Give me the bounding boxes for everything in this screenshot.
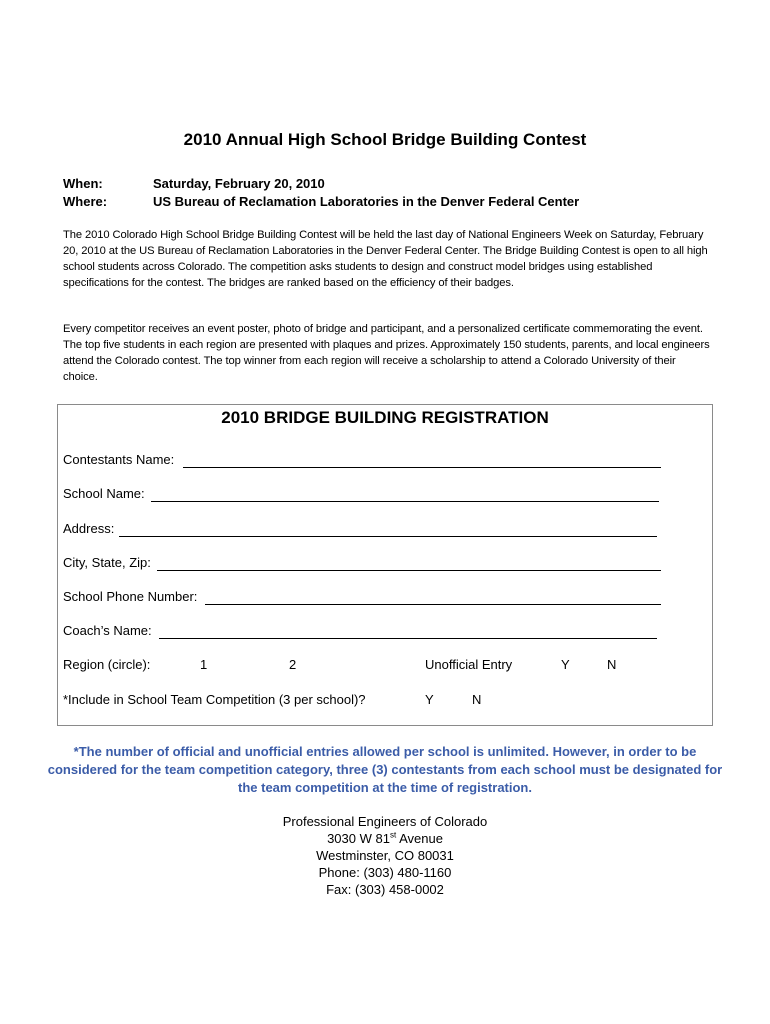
school-name-line[interactable] xyxy=(151,501,659,502)
organization-name: Professional Engineers of Colorado xyxy=(282,814,488,829)
region-option-1[interactable]: 1 xyxy=(200,657,208,672)
team-competition-label: *Include in School Team Competition (3 per school)? xyxy=(63,692,366,707)
school-name-label: School Name: xyxy=(63,486,145,501)
contestant-name-line[interactable] xyxy=(183,467,661,468)
region-row xyxy=(63,657,770,675)
coach-name-line[interactable] xyxy=(159,638,657,639)
when-label: When: xyxy=(63,176,103,191)
region-label: Region (circle): xyxy=(63,657,151,672)
address-label: Address: xyxy=(63,521,115,536)
school-name-field[interactable] xyxy=(63,486,770,504)
contest-description-paragraph: The 2010 Colorado High School Bridge Building Contest will be held the last day of National Engineers Week on Saturday, February 20, 2010 at the US Bureau of Reclamation Laboratories in the Denver Federal Center. The Bridge Building Contest is open to all high school students across Colorado. The competition asks students to design and construct model bridges using established specifications for the contest. The bridges are ranked based on the efficiency of their badges. xyxy=(63,229,708,289)
address-field[interactable] xyxy=(63,521,770,539)
contact-address-block xyxy=(0,813,770,898)
street-ordinal-suffix: st xyxy=(389,830,397,840)
city-state-zip-field[interactable] xyxy=(63,555,770,573)
coach-name-label: Coach’s Name: xyxy=(63,623,152,638)
region-option-2[interactable]: 2 xyxy=(289,657,297,672)
school-phone-line[interactable] xyxy=(205,604,661,605)
team-competition-row xyxy=(63,692,770,710)
prizes-paragraph: Every competitor receives an event poster, photo of bridge and participant, and a personalized certificate commemorating the event. The top five students in each region are presented with plaques and prizes. Approximately 150 students, parents, and local engineers attend the Colorado contest. The top winner from each region will receive a scholarship to attend a Colorado University of their choice. xyxy=(63,323,710,383)
contestant-name-label: Contestants Name: xyxy=(63,452,175,467)
unofficial-entry-yes[interactable]: Y xyxy=(561,657,570,672)
city-state-zip: Westminster, CO 80031 xyxy=(316,848,454,863)
team-competition-no[interactable]: N xyxy=(472,692,482,707)
where-label: Where: xyxy=(63,194,108,209)
unofficial-entry-label: Unofficial Entry xyxy=(425,657,513,672)
fax-number: Fax: (303) 458-0002 xyxy=(326,882,444,897)
school-phone-field[interactable] xyxy=(63,589,770,607)
coach-name-field[interactable] xyxy=(63,623,770,641)
unofficial-entry-no[interactable]: N xyxy=(607,657,617,672)
phone-number: Phone: (303) 480-1160 xyxy=(318,865,452,880)
where-value: US Bureau of Reclamation Laboratories in the Denver Federal Center xyxy=(153,194,580,209)
city-state-zip-label: City, State, Zip: xyxy=(63,555,151,570)
contestant-name-field[interactable] xyxy=(63,452,770,470)
street-number: 3030 W 81 xyxy=(327,831,390,846)
page-title: 2010 Annual High School Bridge Building Contest xyxy=(183,130,587,149)
school-phone-label: School Phone Number: xyxy=(63,589,198,604)
registration-title: 2010 BRIDGE BUILDING REGISTRATION xyxy=(221,408,549,427)
when-value: Saturday, February 20, 2010 xyxy=(153,176,325,191)
street-name: Avenue xyxy=(396,831,443,846)
address-line[interactable] xyxy=(119,536,657,537)
street-address xyxy=(0,830,770,847)
team-competition-yes[interactable]: Y xyxy=(425,692,434,707)
city-state-zip-line[interactable] xyxy=(157,570,661,571)
team-competition-note: *The number of official and unofficial entries allowed per school is unlimited. However, in order to be considered for the team competition category, three (3) contestants from each school must be designated for the team competition at the time of registration. xyxy=(47,744,723,795)
